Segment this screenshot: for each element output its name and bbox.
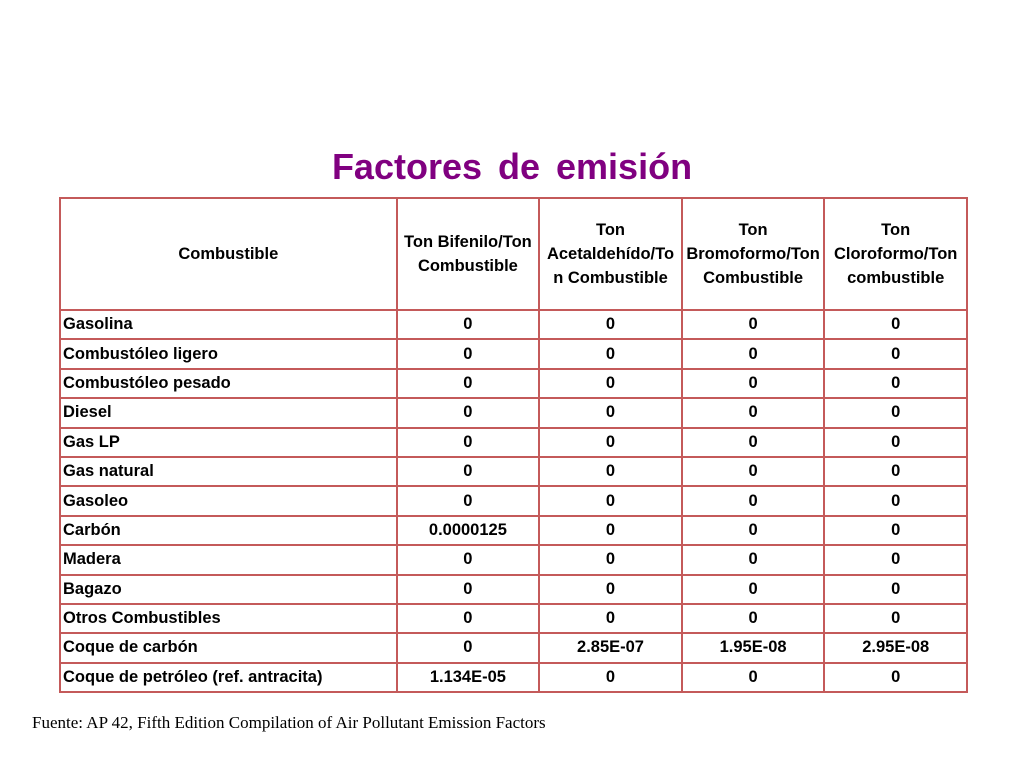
- table-row: [60, 486, 967, 515]
- header-chloroform: Ton Cloroformo/Ton combustible: [824, 198, 967, 310]
- table-row: [60, 457, 967, 486]
- fuel-name-cell: Carbón: [60, 516, 397, 545]
- emission-value-cell: 0: [682, 575, 825, 604]
- emission-value-cell: 0: [397, 633, 540, 662]
- emission-value-cell: 0: [682, 310, 825, 339]
- emission-value-cell: 0: [824, 516, 967, 545]
- table-row: [60, 369, 967, 398]
- table-row: [60, 398, 967, 427]
- emission-value-cell: 1.95E-08: [682, 633, 825, 662]
- table-row: [60, 516, 967, 545]
- emission-value-cell: 0: [824, 310, 967, 339]
- fuel-name-cell: Bagazo: [60, 575, 397, 604]
- emission-value-cell: 0: [397, 486, 540, 515]
- fuel-name-cell: Diesel: [60, 398, 397, 427]
- emission-value-cell: 0: [824, 604, 967, 633]
- emission-value-cell: 0: [539, 516, 682, 545]
- emission-value-cell: 0: [682, 457, 825, 486]
- header-acetaldehyde: Ton Acetaldehído/Ton Combustible: [539, 198, 682, 310]
- fuel-name-cell: Gas LP: [60, 428, 397, 457]
- emission-value-cell: 0: [397, 545, 540, 574]
- table-header-row: [60, 198, 967, 310]
- emission-value-cell: 0: [824, 369, 967, 398]
- source-note: Fuente: AP 42, Fifth Edition Compilation of Air Pollutant Emission Factors: [32, 713, 546, 732]
- emission-value-cell: 0: [824, 545, 967, 574]
- emission-value-cell: 0: [682, 339, 825, 368]
- table-row: [60, 604, 967, 633]
- emission-value-cell: 0: [397, 457, 540, 486]
- fuel-name-cell: Gasoleo: [60, 486, 397, 515]
- table-body: [60, 310, 967, 692]
- emission-value-cell: 0: [539, 457, 682, 486]
- slide-title: Factores de emisión: [331, 146, 693, 187]
- emission-value-cell: 0: [824, 398, 967, 427]
- emission-value-cell: 0: [539, 369, 682, 398]
- table-row: [60, 428, 967, 457]
- emission-value-cell: 0: [539, 339, 682, 368]
- fuel-name-cell: Gas natural: [60, 457, 397, 486]
- emission-value-cell: 0: [824, 339, 967, 368]
- emission-value-cell: 0: [539, 575, 682, 604]
- emission-value-cell: 0: [539, 486, 682, 515]
- emission-value-cell: 0: [397, 604, 540, 633]
- fuel-name-cell: Coque de carbón: [60, 633, 397, 662]
- emission-value-cell: 0: [682, 398, 825, 427]
- emission-value-cell: 0: [682, 369, 825, 398]
- emission-value-cell: 0: [539, 663, 682, 692]
- emission-value-cell: 0: [397, 310, 540, 339]
- table-row: [60, 339, 967, 368]
- table-row: [60, 545, 967, 574]
- emission-value-cell: 0: [824, 663, 967, 692]
- emission-value-cell: 0: [682, 604, 825, 633]
- fuel-name-cell: Combustóleo ligero: [60, 339, 397, 368]
- emission-value-cell: 0: [682, 545, 825, 574]
- emission-value-cell: 0: [824, 457, 967, 486]
- emission-value-cell: 0: [682, 663, 825, 692]
- emission-value-cell: 0.0000125: [397, 516, 540, 545]
- fuel-name-cell: Madera: [60, 545, 397, 574]
- fuel-name-cell: Combustóleo pesado: [60, 369, 397, 398]
- fuel-name-cell: Otros Combustibles: [60, 604, 397, 633]
- emission-value-cell: 0: [682, 516, 825, 545]
- table-row: [60, 575, 967, 604]
- emission-value-cell: 0: [539, 398, 682, 427]
- fuel-name-cell: Gasolina: [60, 310, 397, 339]
- emission-value-cell: 0: [397, 428, 540, 457]
- emission-value-cell: 0: [539, 545, 682, 574]
- emission-value-cell: 2.95E-08: [824, 633, 967, 662]
- header-biphenyl: Ton Bifenilo/Ton Combustible: [397, 198, 540, 310]
- emission-value-cell: 0: [682, 428, 825, 457]
- header-fuel: Combustible: [60, 198, 397, 310]
- table-row: [60, 310, 967, 339]
- table-row: [60, 663, 967, 692]
- emission-value-cell: 0: [539, 428, 682, 457]
- emission-value-cell: 0: [397, 369, 540, 398]
- emission-value-cell: 0: [682, 486, 825, 515]
- emission-value-cell: 0: [824, 486, 967, 515]
- emission-value-cell: 0: [397, 575, 540, 604]
- emission-value-cell: 1.134E-05: [397, 663, 540, 692]
- emission-value-cell: 2.85E-07: [539, 633, 682, 662]
- header-bromoform: Ton Bromoformo/Ton Combustible: [682, 198, 825, 310]
- emission-value-cell: 0: [824, 575, 967, 604]
- emission-factors-table: [59, 197, 968, 693]
- table-row: [60, 633, 967, 662]
- fuel-name-cell: Coque de petróleo (ref. antracita): [60, 663, 397, 692]
- emission-value-cell: 0: [397, 339, 540, 368]
- emission-value-cell: 0: [539, 310, 682, 339]
- emission-value-cell: 0: [824, 428, 967, 457]
- emission-value-cell: 0: [397, 398, 540, 427]
- emission-value-cell: 0: [539, 604, 682, 633]
